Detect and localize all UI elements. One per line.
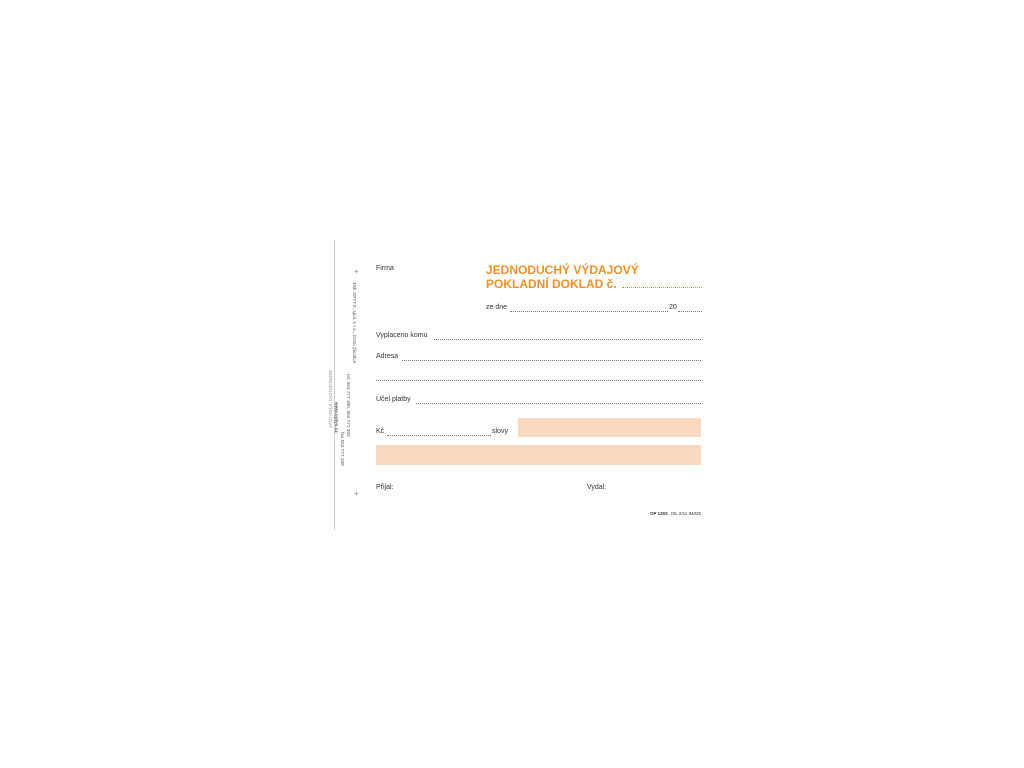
firma-label: Firma (376, 265, 394, 272)
prijal-label: Přijal: (376, 484, 394, 491)
date-field[interactable] (510, 311, 668, 312)
form-title (486, 263, 639, 291)
kc-label: Kč (376, 428, 385, 435)
kc-field[interactable] (387, 435, 491, 436)
adresa-label: Adresa (376, 353, 399, 360)
form-code: OP 1303 (650, 511, 668, 516)
stub-imprint (334, 282, 369, 492)
adresa-field-1[interactable] (402, 360, 701, 361)
slovy-box-2[interactable] (376, 445, 701, 465)
year-field[interactable] (678, 311, 702, 312)
form-title-line2: POKLADNÍ DOKLAD č. (486, 277, 617, 291)
doklad-number-field[interactable] (622, 287, 702, 288)
vydal-label: Vydal: (587, 484, 607, 491)
adresa-field-2[interactable] (376, 380, 701, 381)
cash-voucher-form (370, 255, 710, 525)
stub-fax: fax 553 777 338 (340, 432, 345, 466)
slovy-label: slovy (492, 428, 508, 435)
year-prefix: 20 (669, 304, 677, 311)
perforation-line (334, 240, 335, 530)
form-title-line1: JEDNODUCHÝ VÝDAJOVÝ (486, 263, 639, 277)
ucel-label: Účel platby (376, 396, 411, 403)
registration-mark-top: + (354, 267, 359, 276)
vyplaceno-field[interactable] (434, 339, 701, 340)
vyplaceno-label: Vyplaceno komu (376, 332, 428, 339)
stub-web: www.optys.cz (334, 402, 339, 433)
ze-dne-label: ze dne (486, 304, 508, 311)
registration-mark-bottom: + (354, 489, 359, 498)
stub-company: Tisk OPTYS, spol. s r.o., Dolní Životice (352, 282, 357, 364)
ucel-field[interactable] (416, 403, 701, 404)
stub-phone: tel. 553 777 300, 553 777 303 (346, 374, 351, 437)
stub-series: JEDNODUCHÝ VÝDAJOVÝ (328, 370, 333, 429)
form-code-suffix: ISL 2/11 IM325 (671, 511, 702, 516)
slovy-box[interactable] (518, 418, 701, 437)
